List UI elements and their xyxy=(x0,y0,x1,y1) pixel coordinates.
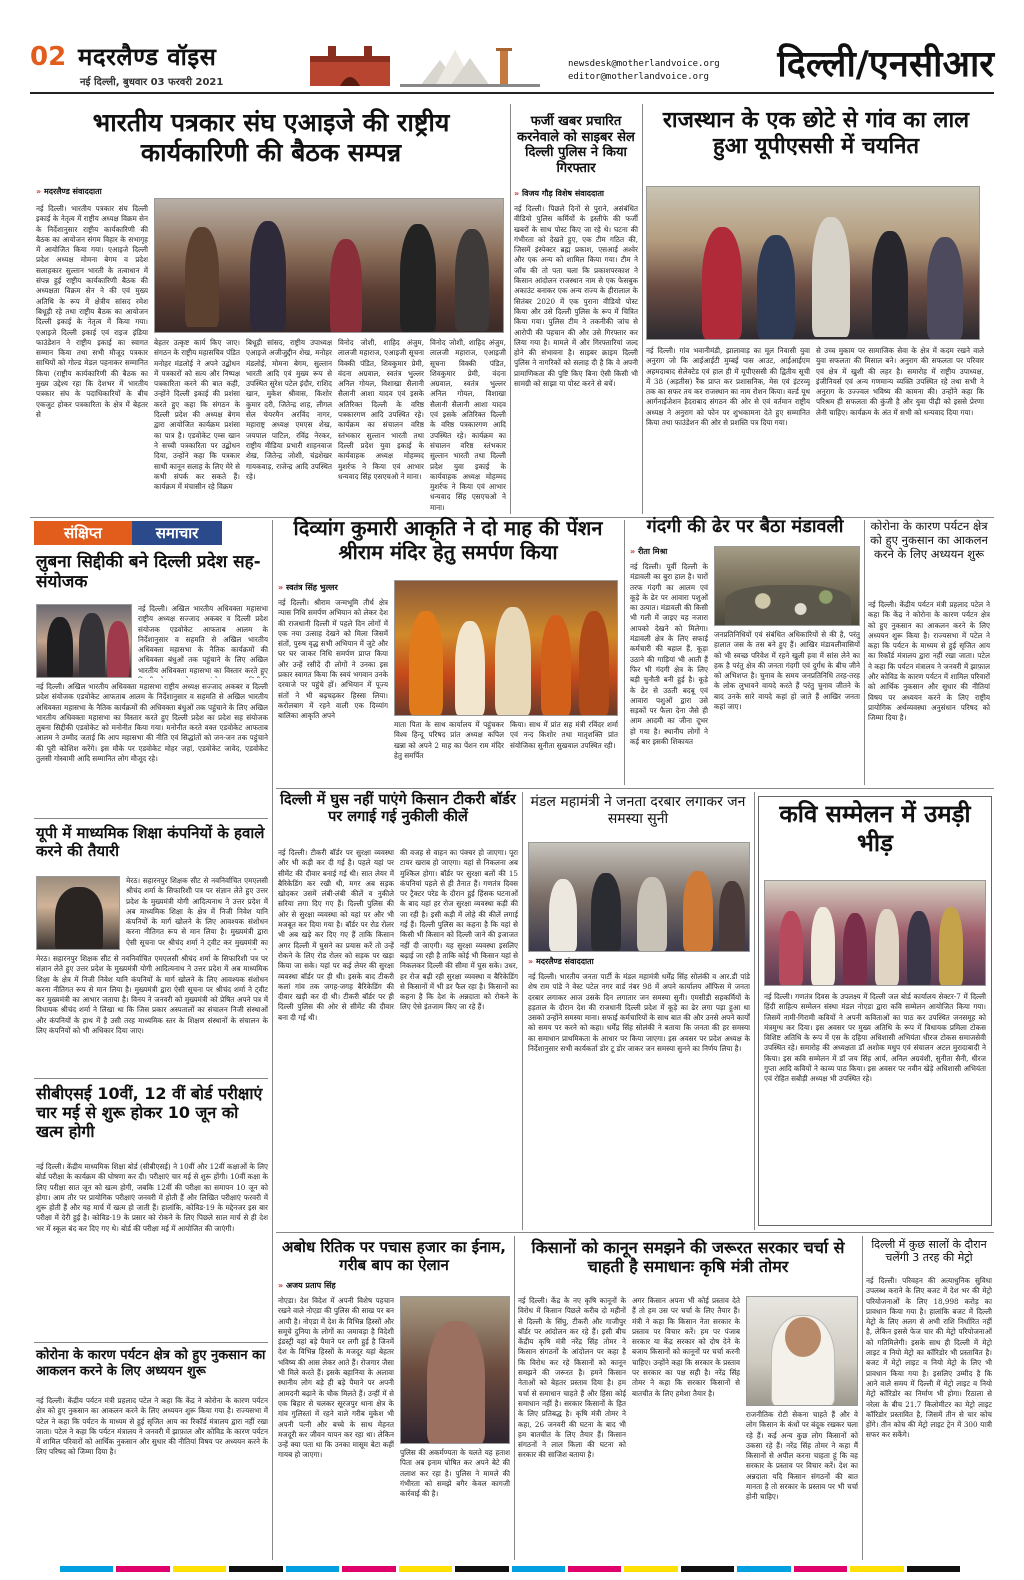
aij-photo xyxy=(154,198,504,333)
person-figure xyxy=(541,615,571,715)
person-figure xyxy=(637,877,667,951)
fake-news-body: नई दिल्ली। पिछले दिनों से पुराने, असंबंधित वीडियो पुलिस कर्मियों के इस्तीफे की फर्जी खबरों के साथ पोस्ट किए जा रहे थे। घटना की गंभीरता को देखते हुए, एक टीम गठित की, जिसमें इंस्पेक्टर ब्रह्म प्रकाश, एसआई अश्वेर और एक अन्य को शामिल किया गया। टीम ने जाँच की तो पता चला कि प्रकाशपरकाश ने किसान आंदोलन राजस्थान नाम से एक फेसबुक अकाउंट बनाकर एक अन्य राज्य के हीरालाल के सितंबर 2020 में एक पुराना वीडियो पोस्ट किया और उसे दिल्ली पुलिस के रूप में चित्रित किया गया। पुलिस टीम ने तकनीकी जांच से आरोपी की पहचान की और उसे गिरफ्तार कर लिया गया है। मामले में और गिरफ्तारियां जल्द होने की संभावना है। साइबर क्राइम दिल्ली पुलिस ने नागरिकों को सलाह दी है कि वे अपनी प्रामाणिकता की पुष्टि किए बिना ऐसी किसी भी सामग्री को साझा या पोस्ट करने से बचें। xyxy=(514,204,638,389)
section-rule xyxy=(34,1078,268,1079)
column-rule xyxy=(510,104,511,514)
aij-column-4: विनोद जोशी, शाहिद अंजुम, लालजी महाराज, एआइजी सूचना विक्की पंडित, शिवकुमार प्रेमी, वंदना अग्रवाल, स्वतंत्र भुल्लर अनिल गोयल, विशाखा सैलानी सैलानी आशा यादव एवं इसके अतिरिक्त दिल्ली के वरिष्ठ पत्रकारगण आदि उपस्थित रहे। कार्यक्रम का संचालन वरिष्ठ स्तंभकार सुल्तान भारती तथा दिल्ली प्रदेश युवा इकाई के कार्यवाहक अध्यक्ष मोहम्मद मुशर्रफ ने किया एवं आभार धन्यवाद सिंह एसएचओ ने माना। xyxy=(338,338,424,481)
byline-divyang: » स्वतंत्र सिंह भुल्लर xyxy=(278,582,338,593)
corona-left-body: नई दिल्ली। केंद्रीय पर्यटन मंत्री प्रहलाद पटेल ने कहा कि केंद्र ने कोरोना के कारण पर्यटन क्षेत्र को हुए नुकसान का आकलन करने के लिए अध्ययन शुरू किया गया है। राज्यसभा में पटेल ने कहा कि पर्यटन के माध्यम से हुई सृजित आय का रिकॉर्ड मंत्रालय द्वारा नहीं रखा जाता। पटेल ने कहा कि पर्यटन मंत्रालय ने जनवरी में झाफ़ाल और कोविड के कारण पर्यटन में शामिल परिवारों को आर्थिक नुकसान और सुधार की नीतियां विषय पर अध्ययन करने के लिए परिषद को जिम्मा दिया है। xyxy=(36,1396,268,1457)
person-figure xyxy=(927,237,963,339)
samachar-label-part1: संक्षिप्त xyxy=(34,521,132,545)
byline-mandal: » मदरलैण्ड संवाददाता xyxy=(528,956,594,967)
person-figure xyxy=(495,607,531,715)
person-figure xyxy=(579,611,609,715)
upsc-column-1: नई दिल्ली। गांव भवानीमंडी, झालावाड़ का मूल निवासी युवा अनुराग जो कि आईआईटी मुम्बई पास आउट, आईआईएम अहमदाबाद सेलेक्टेड एवं हाल ही में यूपीएससी की द्वितीय सूची में 38 (अड़तीस) रैंक प्राप्त कर प्रशासनिक, मेस एवं इंटरव्यू तक का सफर तय कर राजस्थान का नाम रोशन किया। वर्ल्ड यूथ आर्गनाईजेशन हैदराबाद संगठन की ओर से एवं वर्तमान राष्ट्रीय अध्यक्ष ने अनुराग को फोन पर शुभकामना देते हुए सम्मानित किया तथा फाउंडेशन की ओर से प्रशस्ति पत्र दिया गया। xyxy=(646,346,810,428)
garbage-column-1: नई दिल्ली। पूर्वी दिल्ली के मंडावली का बुरा हाल है। चारों तरफ गंदगी का आलम एवं कूड़े के ढेर पर आवारा पशुओं का उत्पात। मंडावली की किसी भी गली में जाइए यह नजारा आपको देखने को मिलेगा। मंडावली क्षेत्र के लिए सफाई कर्मचारी की बहाल हैं, कूड़ा उठाने की गाड़ियां भी आती हैं फिर भी गंदगी क्षेत्र के लिए बड़ी चुनौती बनी हुई है। कूड़े के ढेर से उठती बदबू एवं आवारा पशुओं द्वारा उसे सड़कों पर फैला देना जैसे ही आम आदमी का जीना दूभर हो गया है। स्थानीय लोगों ने कई बार इसकी शिकायत xyxy=(630,562,708,747)
up-education-body-cont: मेरठ। सहारनपुर शिक्षक सीट से नवनिर्वाचित एमएलसी श्रीचंद शर्मा के सिफारिशी पत्र पर संज्ञान लेते हुए उत्तर प्रदेश के मुख्यमंत्री योगी आदित्यनाथ ने उत्तर प्रदेश में अब माध्यमिक शिक्षा के क्षेत्र में निजी निवेश यानि कंपनियों के मार्ग खोलने के लिए आवश्यक संशोधन करना नीतिगत रूप से मान लिया है। मुख्यमंत्री द्वारा ऐसी सूचना पर श्रीचंद शर्मा ने ट्वीट कर मुख्यमंत्री का आभार जताया है। विनय ने जनवरी को मुख्यमंत्री को प्रेषित अपने पत्र में विधायक श्रीचंद शर्मा ने लिखा था कि जिस प्रकार अस्पतालों का संचालन निजी संस्थाओं और कंपनियों के हाथ में है उसी तरह माध्यमिक स्तर के शिक्षण संस्थानों के संचालन के लिए कंपनियों को भी अधिकार दिया जाए। xyxy=(36,954,268,1036)
garbage-photo xyxy=(714,546,860,626)
headline-garbage: गंदगी की ढेर पर बैठा मंडावली xyxy=(646,516,844,537)
upsc-photo xyxy=(646,186,980,340)
person-figure xyxy=(719,881,745,951)
person-figure xyxy=(843,913,867,985)
headline-divyang: दिव्यांग कुमारी आकृति ने दो माह की पेंशन श्रीराम मंदिर हेतु समर्पण किया xyxy=(293,516,603,564)
delhi-skyline-icon xyxy=(300,40,540,88)
divyang-column-2: माता पिता के साथ कार्यालय में पहुंचकर विश्व हिन्दू परिषद प्रांत अध्यक्ष कपिल खन्ना को अपने 2 माह का पेंशन राम मंदिर हेतु समर्पित xyxy=(394,720,504,760)
metro-body: नई दिल्ली। परिवहन की अत्याधुनिक सुविधा उपलब्ध कराने के लिए बजट में देश भर की मेट्रो परियोजनाओं के लिए 18,998 करोड़ का प्रावधान किया गया है। हालांकि बजट में दिल्ली मेट्रो के लिए अलग से अभी राशि निर्धारित नहीं है, लेकिन इससे फेज चार की मेट्रो परियोजनाओं को गतिमिलेगी। इसके साथ ही दिल्ली में मेट्रो लाइट व नियो मेट्रो का कॉरिडोर भी प्रस्तावित है। बजट में मेट्रो लाइट व नियो मेट्रो के लिए भी प्रावधान किया गया है। इसलिए उम्मीद है कि आने वाले समय में दिल्ली में मेट्रो लाइट व नियो मेट्रो कॉरिडोर का निर्माण भी होगा। रिठाला से नरेला के बीच 21.7 किलोमीटर का मेट्रो लाइट कॉरिडोर प्रस्तावित है, जिसमें तीन से चार कोच होंगे। तीन कोच की मेट्रो लाइट ट्रेन में 300 यात्री सफर कर सकेंगे। xyxy=(866,1276,992,1440)
aij-column-1: नई दिल्ली। भारतीय पत्रकार संघ दिल्ली इकाई के नेतृत्व में राष्ट्रीय अध्यक्ष विक्रम सेन के निर्देशानुसार राष्ट्रीय कार्यकारिणी की बैठक का आयोजन संगम विहार के सभागृह में आयोजित किया गया। एआइजे दिल्ली प्रदेश अध्यक्ष मोमना बेगम व प्रदेश सलाहकार सुल्तान भारती के तत्वाधान में संपन्न हुई राष्ट्रीय कार्यकारिणी बैठक की अध्यक्षता विक्रम सेन ने की एवं मुख्य अतिथि के रूप में क्षेत्रीय सांसद रमेश बिधूड़ी रहे तथा राष्ट्रीय बैठक का आयोजन दिल्ली इकाई के नेतृत्व में किया गया। एआइजे दिल्ली इकाई एवं राइज इंडिया फाउंडेशन ने राष्ट्रीय इकाई का स्वागत सम्मान किया तथा सभी मौजूद पत्रकार साथियों को गोल्ड मेडल पहनाकर सम्मानित किया (राष्ट्रीय कार्यकारिणी की बैठक का मुख्य उद्देश्य रहा कि देशभर में भारतीय पत्रकार संघ के पदाधिकारियों के बीच एकजुट होकर पत्रकारिता के क्षेत्र में बेहतर से xyxy=(36,204,148,419)
newspaper-name: मदरलैण्ड वॉइस xyxy=(78,42,217,71)
headline-lubna: लुबना सिद्दीकी बने दिल्ली प्रदेश सह-संयोजक xyxy=(36,552,261,593)
kavi-photo xyxy=(764,880,986,986)
person-figure xyxy=(107,621,129,678)
garbage-column-2: जनप्रतिनिधियों एवं संबंधित अधिकारियों से की है, परंतु हालात जस के तस बने हुए हैं। आखिर मंडावलीवासियों को भी स्वच्छ परिवेश में रहने खुली हवा में सांस लेने का हक है परंतु क्षेत्र की जनता गंदगी एवं दुर्गंध के बीच जीने को अभिशप्त है। चुनाव के समय जनप्रतिनिधि तरह-तरह के लोक लुभावने वायदे करते हैं परंतु चुनाव जीतने के बाद उनके सारे वायदे कहां हो जाते हैं आखिर जनता कहां जाए। xyxy=(714,630,860,712)
byline-aij: » मदरलैण्ड संवाददाता xyxy=(36,186,102,197)
headline-metro: दिल्ली में कुछ सालों के दौरान चलेंगी 3 तरह की मेट्रो xyxy=(871,1238,987,1265)
headline-cbse: सीबीएसई 10वीं, 12 वीं बोर्ड परीक्षाएं चार मई से शुरू होकर 10 जून को खत्म होगी xyxy=(36,1084,263,1142)
person-figure xyxy=(250,221,286,331)
person-figure xyxy=(47,617,73,678)
aij-column-3: बिधूड़ी सांसद, राष्ट्रीय उपाध्यक्ष एआइजे अजीजुद्दीन शेख, मनोहर मंडलोई, मोमना बेगम, सुल्तान भारती आदि एवं मुख्य रूप से उपस्थित सुरेश पटेल इंदौर, राशिद खान, मुकेश श्रीवास, किशोर कुमार दरी, जितेन्द्र शाह, लीगल सेल चेयरमैन अरविंद नागर, महाराष्ट्र अध्यक्ष एमएस शेख, जयपाल पाटिल, रविंद्र नेरकर, राष्ट्रीय मीडिया प्रभारी शाहनवाज शेख, जितेन्द्र जोशी, चंद्रशेखर गायकवाड़, राजेन्द्र आदि उपस्थित रहे। xyxy=(246,338,332,481)
person-figure xyxy=(330,239,362,333)
tomar-column-2: अगर किसान अपना भी कोई प्रस्ताव देते हैं तो हम उस पर चर्चा के लिए तैयार हैं। मंत्री ने कहा कि किसान नेता सरकार के प्रस्ताव पर विचार करें। हम पर पंजाब सरकार या केंद्र सरकार को दोष देने के बजाय किसानों को कानूनों पर चर्चा करनी चाहिए। उन्होंने कहा कि सरकार के प्रस्ताव पर सरकार का पक्ष सही है। नरेंद्र सिंह तोमर ने कहा कि सरकार किसानों से बातचीत के लिए हमेशा तैयार है। xyxy=(632,1296,740,1398)
section-rule xyxy=(276,1232,994,1233)
divyang-column-3: किया। साथ में प्रांत सह मंत्री रविंदर शर्मा एवं नन्द किशोर तथा मातृशक्ति प्रांत संयोजिका सुनीता सुखवाल उपस्थित रही। xyxy=(510,720,618,750)
abodh-column-1: नोएडा। देश विदेश में अपनी विशेष पहचान रखने वाले नोएडा की पुलिस की साख पर बन आयी है। नोएडा में देश के विभिन्न हिस्सों और समूचे दुनिया के लोगों का जमावड़ा है विदेशी इंडस्ट्री यहां बड़े पैमाने पर लगी हुई है जिनमें देश के विभिन्न हिस्सों के मजदूर यहां बेहतर भविष्य की आस लेकर आते हैं। रोजगार जैसा भी मिले करते हैं। इसके बहानिया के अलावा स्थानीय लोग बड़े ही बड़े पैमाने पर अपनी आमदनी बढ़ाने के चौक मिलते हैं। उन्हीं में से एक बिहार से चलकर सूरजपुर थाना क्षेत्र के गांव गुलिस्तां में रहने वाले गरीब मुकेश भी अपनी पत्नी और बच्चे के साथ मेहनत मजदूरी कर जीवन यापन कर रहा था। लेकिन उन्हें क्या पता था कि उनका मासूम बेटा कहीं गायब हो जाएगा। xyxy=(278,1296,394,1460)
masthead xyxy=(30,38,994,94)
up-education-body: मेरठ। सहारनपुर शिक्षक सीट से नवनिर्वाचित एमएलसी श्रीचंद शर्मा के सिफारिशी पत्र पर संज्ञान लेते हुए उत्तर प्रदेश के मुख्यमंत्री योगी आदित्यनाथ ने उत्तर प्रदेश में अब माध्यमिक शिक्षा के क्षेत्र में निजी निवेश यानि कंपनियों के मार्ग खोलने के लिए आवश्यक संशोधन करना नीतिगत रूप से मान लिया है। मुख्यमंत्री द्वारा ऐसी सूचना पर श्रीचंद शर्मा ने ट्वीट कर मुख्यमंत्री का xyxy=(126,876,268,947)
person-figure xyxy=(812,217,850,337)
person-figure xyxy=(455,229,489,331)
person-figure xyxy=(591,873,621,951)
column-rule xyxy=(522,792,523,1230)
person-figure xyxy=(779,911,803,985)
divyang-photo xyxy=(394,580,618,716)
contact-emails xyxy=(568,58,720,84)
section-rule xyxy=(276,788,994,789)
divyang-column-1: नई दिल्ली। श्रीराम जन्मभूमि तीर्थ क्षेत्र न्यास निधि समर्पण अभियान को लेकर देश की राजधानी दिल्ली में पहले दिन लोगों में एक नया उत्साह देखने को मिला जिसमें संतों, पुरुष वृद्ध सभी अभियान में जुटे और घर घर जाकर निधि समर्पण प्राप्त किया और उन्हें रसीदें दी लोगों ने उनका इस प्रकार स्वागत किया कि स्वयं भगवान उनके दरवाजे पर पहुंचे हों। अभियान में पूज्य संतों ने भी बढ़चढ़कर हिस्सा लिया। करोलबाग में रहने वाली एक दिव्यांग बालिका आकृति अपने xyxy=(278,598,388,721)
person-figure xyxy=(875,909,899,985)
column-rule xyxy=(754,792,755,1230)
byline-garbage: » रीता मिश्रा xyxy=(630,546,667,557)
byline-fake-news: » विजय गौड़ विशेष संवाददाता xyxy=(514,188,604,199)
tomar-photo xyxy=(746,1296,858,1406)
byline-abodh: » अजय प्रताप सिंह xyxy=(278,1280,336,1291)
section-rule xyxy=(34,818,268,819)
upsc-column-2: से उच्च मुकाम पर सामाजिक सेवा के क्षेत्र में कदम रखने वाले युवा सफलता की मिसाल बने। अनुराग की सफलता पर परिवार एवं क्षेत्र में खुशी की लहर है। समारोह में राष्ट्रीय उपाध्यक्ष, इंजीनियर्स एवं अन्य गणमान्य व्यक्ति उपस्थित रहे तथा सभी ने अनुराग के उज्ज्वल भविष्य की कामना की। उन्होंने कहा कि परिश्रम ही सफलता की कुंजी है और युवा पीढ़ी को इससे प्रेरणा लेनी चाहिए। कार्यक्रम के अंत में सभी को धन्यवाद दिया गया। xyxy=(816,346,984,417)
column-rule xyxy=(514,1236,515,1560)
column-rule xyxy=(864,520,865,785)
abodh-column-2: पुलिस की अकर्मण्यता के चलते यह हताश पिता अब इनाम घोषित कर अपने बेटे की तलाश कर रहा है। पुलिस ने मामले की गंभीरता को समझे बगैर केवल कागजी कार्रवाई की है। xyxy=(400,1448,510,1499)
headline-aij: भारतीय पत्रकार संघ एआइजे की राष्ट्रीय कार्यकारिणी की बैठक सम्पन्न xyxy=(92,108,450,167)
dateline: नई दिल्ली, बुधवार 03 फरवरी 2021 xyxy=(80,77,224,88)
person-figure xyxy=(427,1321,485,1444)
print-registration-marks xyxy=(60,1566,960,1572)
column-rule xyxy=(272,520,273,1560)
section-rule xyxy=(34,1342,268,1343)
person-figure xyxy=(811,907,835,985)
column-rule xyxy=(642,104,643,514)
person-figure xyxy=(907,911,931,985)
sharma-photo xyxy=(36,876,120,950)
person-figure xyxy=(702,227,742,339)
aij-column-2: बेहतर उत्कृष्ट कार्य किए जाए। संगठन के राष्ट्रीय महासचिव पंडित मनोहर मंडलोई ने अपने उद्बोधन में पत्रकारों को सत्य और निष्पक्ष पत्रकारिता करने की बात कही, उन्होंने दिल्ली इकाई की प्रशंसा करते हुए कहा कि संगठन के दिल्ली प्रदेश की अध्यक्ष बेगम द्वारा आयोजित कार्यक्रम प्रशंसा का पात्र है। एडवोकेट एम्स खान ने सच्ची पत्रकारिता पर उद्बोधन दिया, उन्होंने कहा कि पत्रकार साथी कानून सलाह के लिए मेरे से कभी संपर्क कर सकते हैं। कार्यक्रम में मंचासीन रहे विक्रम xyxy=(154,338,240,492)
samachar-banner xyxy=(34,521,268,547)
person-figure xyxy=(185,227,219,327)
headline-corona-left: कोरोना के कारण पर्यटन क्षेत्र को हुए नुकसान का आकलन करने के लिए अध्ययन शुरू xyxy=(36,1348,266,1379)
headline-farmers-tomar: किसानों को कानून समझने की जरूरत सरकार चर्चा से चाहती है समाधानः कृषि मंत्री तोमर xyxy=(531,1238,845,1277)
person-figure xyxy=(455,621,485,715)
tomar-column-1: नई दिल्ली। केंद्र के नए कृषि कानूनों के विरोध में किसान पिछले करीब दो महीनों से दिल्ली के सिंघु, टीकरी और गाजीपुर बॉर्डर पर आंदोलन कर रहे हैं। इसी बीच केंद्रीय कृषि मंत्री नरेंद्र सिंह तोमर ने किसान संगठनों के आंदोलन पर कहा है कि विरोध कर रहे किसानों को कानून समझने की जरूरत है। हमने किसान नेताओं को बेहतर प्रस्ताव दिया है। हम चर्चा से समाधान चाहते हैं और हिंसा कोई समाधान नहीं है। सरकार किसानों के हित के लिए प्रतिबद्ध है। कृषि मंत्री तोमर ने कहा, 26 जनवरी की घटना के बाद भी हम बातचीत के लिए तैयार हैं। किसान संगठनों ने लाल किला की घटना को सरकार की साजिश बताया है। xyxy=(518,1296,626,1460)
corona-right-body: नई दिल्ली। केंद्रीय पर्यटन मंत्री प्रहलाद पटेल ने कहा कि केंद्र ने कोरोना के कारण पर्यटन क्षेत्र को हुए नुकसान का आकलन करने के लिए अध्ययन शुरू किया है। राज्यसभा में पटेल ने कहा कि पर्यटन के माध्यम से हुई सृजित आय का रिकॉर्ड मंत्रालय द्वारा नहीं रखा जाता। पटेल ने कहा कि पर्यटन मंत्रालय ने जनवरी में झाफ़ाल और कोविड के कारण पर्यटन में शामिल परिवारों को आर्थिक नुकसान और सुधार की नीतियां विषय पर अध्ययन करने के लिए राष्ट्रीय प्रायोगिक अर्थव्यवस्था अनुसंधान परिषद को जिम्मा दिया है। xyxy=(868,600,990,723)
headline-corona-right: कोरोना के कारण पर्यटन क्षेत्र को हुए नुकसान का आकलन करने के लिए अध्ययन शुरू xyxy=(870,519,988,561)
headline-mandal: मंडल महामंत्री ने जनता दरबार लगाकर जन समस्या सुनी xyxy=(530,794,746,827)
person-figure xyxy=(400,224,436,332)
person-figure xyxy=(79,613,105,678)
mandal-body: नई दिल्ली। भारतीय जनता पार्टी के मंडल महामंत्री धर्मेंद्र सिंह सोलंकी व आर.डी पांडे शेष राम पांडे ने वेस्ट पटेल नगर वार्ड नंबर 98 में अपने कार्यालय ऑफिस मे जनता दरबार लगाकर आज उसके दिन लगातार जन समस्या सुनी। एमसीडी सहकर्मियों के हड़ताल के दौरान देश की राजधानी दिल्ली प्रदेश में कूड़े का ढेर लगा पड़ा हुआ था उसको उन्होंने समस्या माना। सफाई कर्मचारियों के साथ बात की और उनसे अपने कार्यों को समय पर करने को कहा। धर्मेंद्र सिंह सोलंकी ने बताया कि जनता की हर समस्या का समाधान प्राथमिकता के आधार पर किया जाएगा। इस अवसर पर प्रदेश अध्यक्ष के निर्देशानुसार सभी कार्यकर्ता डोर टू डोर जाकर जन समस्या सुनने का निर्णय लिया है। xyxy=(528,972,750,1054)
farmers-wall-column-2: की वजह से वाहन का पंक्चर हो जाएगा। पूरा टायर खराब हो जाएगा। यहां से निकलना अब मुश्किल होगा। बॉर्डर पर सुरक्षा बलों की 15 कंपनियां पहले से ही तैनात हैं। गणतंत्र दिवस पर ट्रैक्टर परेड के दौरान हुई हिंसक घटनाओं के बाद यहां हर रोज सुरक्षा व्यवस्था कड़ी की जा रही है। इसी कड़ी में लोहे की कीलें लगाई गई हैं। दिल्ली पुलिस का कहना है कि यहां से किसी भी किसान को दिल्ली जाने की इजाजत नहीं दी जाएगी। यह सुरक्षा व्यवस्था इसलिए बढ़ाई जा रही है ताकि कोई भी किसान यहां से निकलकर दिल्ली की सीमा में घुस सके। उधर, हर रोज बढ़ी रही सुरक्षा व्यवस्था व बैरिकेडिंग से किसानों में भी डर फैल रहा है। किसानों का कहना है कि देश के अन्नदाता को रोकने के लिए ऐसे इंतजाम किए जा रहे हैं। xyxy=(400,848,518,1012)
headline-farmers-wall: दिल्ली में घुस नहीं पाएंगे किसान टीकरी बॉर्डर पर लगाई गई नुकीली कीलें xyxy=(280,792,516,826)
child-photo xyxy=(400,1296,510,1444)
farmers-wall-column-1: नई दिल्ली। टीकरी बॉर्डर पर सुरक्षा व्यवस्था और भी कड़ी कर दी गई है। पहले यहां पर सीमेंट की दीवार बनाई गई थी। सात लेयर में बैरिकेडिंग कर रखी थी, मगर अब सड़क खोदकर उसमें लंबी-लंबी कीलें व नुकीले सरिया लगा दिए गए हैं। दिल्ली पुलिस की ओर से सुरक्षा व्यवस्था को यहां पर और भी मजबूत कर दिया गया है। बॉर्डर पर रोड रोलर भी अब खड़े कर दिए गए हैं ताकि किसान अगर दिल्ली में घुसने का प्रयास करें तो उन्हें रोकने के लिए रोड रोलर को सड़क पर खड़ा किया जा सके। यहां पर कई लेयर की सुरक्षा व्यवस्था बॉर्डर पर ही थी। इसके बाद टीकरी कलां गांव तक जगह-जगह बैरिकेडिंग की दीवार खड़ी कर दी थी। टीकरी बॉर्डर पर ही दिल्ली पुलिस की ओर से सीमेंट की दीवार बना दी गई थी। xyxy=(278,848,394,1022)
person-figure xyxy=(683,871,713,951)
page-number: 02 xyxy=(30,42,67,72)
newsdesk-email[interactable]: newsdesk@motherlandvoice.org xyxy=(568,59,720,69)
person-figure xyxy=(549,879,577,951)
aij-column-5: विनोद जोशी, शाहिद अंजुम, लालजी महाराज, एआइजी सूचना विक्की पंडित, शिवकुमार प्रेमी, वंदना अग्रवाल, स्वतंत्र भुल्लर अनिल गोयल, विशाखा सैलानी सैलानी आशा यादव एवं इसके अतिरिक्त दिल्ली के वरिष्ठ पत्रकारगण आदि उपस्थित रहे। कार्यक्रम का संचालन वरिष्ठ स्तंभकार सुल्तान भारती तथा दिल्ली प्रदेश युवा इकाई के कार्यवाहक अध्यक्ष मोहम्मद मुशर्रफ ने किया एवं आभार धन्यवाद सिंह एसएचओ ने माना। xyxy=(430,338,506,512)
samachar-label-part2: समाचार xyxy=(132,521,222,545)
lubna-body-cont: नई दिल्ली। अखिल भारतीय अधिवक्ता महासभा राष्ट्रीय अध्यक्ष सज्जाद अकबर व दिल्ली प्रदेश संयोजक एडवोकेट आफताब आलम के निर्देशानुसार व सहमति से अखिल भारतीय अधिवक्ता महासभा के नैतिक कार्यक्रमों की अधिवक्ता बंधुओं तक पहुंचाने के लिए अखिल भारतीय अधिवक्ता महासभा का विस्तार करते हुए दिल्ली प्रदेश का प्रदेश सह संयोजक लुबना सिद्दीकी एडवोकेट को मनोनीत किया गया। मनोनीत करते वक्त एडवोकेट आफताब आलम ने उम्मीद जताई कि आप महासभा की नीति एवं सिद्धांतों को जन-जन तक पहुंचाने की पूरी कोशिश करेंगे। इस मौके पर एडवोकेट मोहर जहां, एडवोकेट जावेद, एडवोकेट तुलसी गोस्वामी आदि सम्मानित लोग मौजूद रहे। xyxy=(36,682,268,764)
tomar-column-3: राजनीतिक रोटी सेकना चाहते हैं और वे लोग किसान के कंधों पर बंदूक रखकर चला रहे हैं। कई अन्य कुछ लोग किसानों को उकसा रहे हैं। नरेंद्र सिंह तोमर ने कहा मैं किसानों से अपील करना चाहता हूं कि वह सरकार के प्रस्ताव पर विचार करें। देश का अन्नदाता यदि किसान संगठनों की बात मानता है तो सरकार के प्रस्ताव पर भी चर्चा होनी चाहिए। xyxy=(746,1410,858,1502)
lubna-photo xyxy=(36,604,132,678)
headline-kavi: कवि सम्मेलन में उमड़ी भीड़ xyxy=(779,800,971,857)
headline-up-education: यूपी में माध्यमिक शिक्षा कंपनियों के हवाले करने की तैयारी xyxy=(36,824,265,860)
headline-abodh: अबोध रितिक पर पचास हजार का ईनाम, गरीब बाप का ऐलान xyxy=(282,1238,506,1274)
garbage-pile xyxy=(725,585,851,625)
headline-rajasthan-upsc: राजस्थान के एक छोटे से गांव का लाल हुआ यूपीएससी में चयनित xyxy=(662,108,970,160)
cbse-body: नई दिल्ली। केंद्रीय माध्यमिक शिक्षा बोर्ड (सीबीएसई) ने 10वीं और 12वीं कक्षाओं के लिए बोर्ड परीक्षा के कार्यक्रम की घोषणा कर दी। परीक्षाएं चार मई से शुरू होंगी। 10वीं कक्षा के लिए परीक्षा सात जून को खत्म होगी, जबकि 12वीं की परीक्षा का समापन 10 जून को होगा। आम तौर पर प्रायोगिक परीक्षाएं जनवरी में होती हैं और लिखित परीक्षाएं फरवरी में शुरू होती हैं और यह मार्च में खत्म हो जाती हैं। हालांकि, कोविड-19 के मद्देनजर इस बार परीक्षा में देरी हुई है। कोविड-19 के प्रसार को रोकने के लिए पिछले साल मार्च से ही देश भर में स्कूल बंद कर दिए गए थे। बोर्ड की परीक्षा मई में आयोजित की जाएंगी। xyxy=(36,1162,268,1233)
column-rule xyxy=(624,520,625,785)
person-figure xyxy=(55,887,103,950)
person-figure xyxy=(409,611,443,715)
face-shape xyxy=(785,1317,821,1357)
person-figure xyxy=(872,231,908,339)
person-figure xyxy=(939,907,963,985)
section-title: दिल्ली/एनसीआर xyxy=(777,44,994,85)
kavi-body: नई दिल्ली। गणतंत्र दिवस के उपलक्ष्य में दिल्ली जल बोर्ड कार्यालय सेक्टर-7 में दिल्ली हिंदी साहित्य सम्मेलन संस्था मंडल नोएडा द्वारा कवि सम्मेलन आयोजित किया गया। जिसमें नामी-गिरामी कवियों ने अपनी कविताओं का पाठ कर उपस्थित जनसमूह को मंत्रमुग्ध कर दिया। इस अवसर पर मुख्य अतिथि के रूप में विधायक प्रमिला टोकस विशिष्ट अतिथि के रूप में एस के दहिया अधिशासी अभियंता धीरज टोकस समाजसेवी उपस्थित रहे। समारोह की अध्यक्षता डॉ अशोक मधुप एवं संचालन अटल मुरादाबादी ने किया। इस कवि सम्मेलन में डॉ जय सिंह आर्य, अनिल अग्रवंशी, सुनीता सैनी, धीरज गुप्ता आदि कवियों ने काव्य पाठ किया। इस अवसर पर नवीन खेड़े अधिशासी अभियंता एवं रोहित सबौड़ी अध्यक्ष भी उपस्थित रहे। xyxy=(764,992,986,1084)
column-rule xyxy=(862,1236,863,1560)
mandal-photo xyxy=(528,842,750,952)
lubna-body: नई दिल्ली। अखिल भारतीय अधिवक्ता महासभा राष्ट्रीय अध्यक्ष सज्जाद अकबर व दिल्ली प्रदेश संयोजक एडवोकेट आफताब आलम के निर्देशानुसार व सहमति से अखिल भारतीय अधिवक्ता महासभा के नैतिक कार्यक्रमों की अधिवक्ता बंधुओं तक पहुंचाने के लिए अखिल भारतीय अधिवक्ता महासभा का विस्तार करते हुए xyxy=(138,604,268,675)
editor-email[interactable]: editor@motherlandvoice.org xyxy=(568,72,709,82)
headline-fake-news: फर्जी खबर प्रचारित करनेवाले को साइबर सेल दिल्ली पुलिस ने किया गिरफ्तार xyxy=(517,114,635,176)
person-figure xyxy=(757,235,795,339)
